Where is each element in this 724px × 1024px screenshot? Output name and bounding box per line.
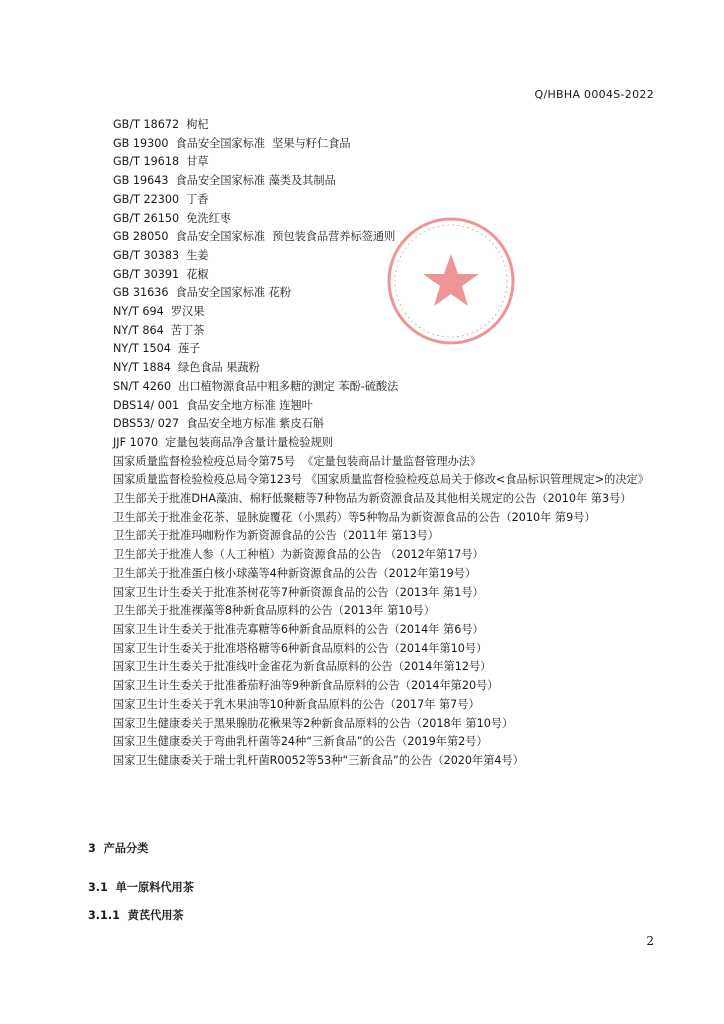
reference-item: 卫生部关于批准裸藻等8种新食品原料的公告（2013年 第10号） [113,604,435,618]
reference-item: 国家卫生计生委关于乳木果油等10种新食品原料的公告（2017年 第7号） [113,697,480,711]
section-heading-3: 3 产品分类 [88,842,149,855]
section-heading-3-1: 3.1 单一原料代用茶 [88,881,194,894]
reference-item: DBS14/ 001 食品安全地方标准 连翘叶 [113,398,313,412]
reference-item: 卫生部关于批准金花茶、显脉旋覆花（小黑药）等5种物品为新资源食品的公告（2010年 第9号） [113,510,596,524]
reference-item: GB/T 30383 生姜 [113,248,209,262]
reference-item: 卫生部关于批准人参（人工种植）为新资源食品的公告 （2012年第17号） [113,548,484,562]
reference-item: 国家卫生健康委关于瑞士乳杆菌R0052等53种“三新食品”的公告（2020年第4号） [113,753,524,767]
reference-item: GB/T 19618 甘草 [113,155,209,169]
reference-item: 卫生部关于批准蛋白核小球藻等4种新资源食品的公告（2012年第19号） [113,566,477,580]
reference-item: JJF 1070 定量包装商品净含量计量检验规则 [113,435,333,449]
section-heading-3-1-1: 3.1.1 黄芪代用茶 [88,909,184,922]
reference-item: GB 19300 食品安全国家标准 坚果与籽仁食品 [113,136,351,150]
reference-item: 卫生部关于批准DHA藻油、棉籽低聚糖等7种物品为新资源食品及其他相关规定的公告（2010年 第3号） [113,492,632,506]
reference-item: 国家卫生计生委关于批准茶树花等7种新资源食品的公告（2013年 第1号） [113,585,484,599]
reference-item: NY/T 694 罗汉果 [113,305,205,319]
reference-item: NY/T 1504 莲子 [113,342,201,356]
reference-item: 国家卫生健康委关于弯曲乳杆菌等24种“三新食品”的公告（2019年第2号） [113,735,488,749]
reference-item: GB/T 30391 花椒 [113,267,209,281]
reference-item: DBS53/ 027 食品安全地方标准 紫皮石斛 [113,417,325,431]
normative-references [86,116,656,771]
reference-item: NY/T 1884 绿色食品 果蔬粉 [113,361,260,375]
reference-item: 国家卫生计生委关于批准塔格糖等6种新食品原料的公告（2014年第10号） [113,641,488,655]
reference-item: 国家质量监督检验检疫总局令第75号 《定量包装商品计量监督管理办法》 [113,454,482,468]
reference-item: GB/T 18672 枸杞 [113,118,209,131]
reference-item: 国家卫生健康委关于黑果腺肋花楸果等2种新食品原料的公告（2018年 第10号） [113,716,514,730]
reference-item: SN/T 4260 出口植物源食品中粗多糖的测定 苯酚-硫酸法 [113,379,399,393]
reference-item: GB/T 22300 丁香 [113,192,209,206]
reference-item: GB 28050 食品安全国家标准 预包装食品营养标签通则 [113,230,396,244]
reference-item: 卫生部关于批准玛咖粉作为新资源食品的公告（2011年 第13号） [113,529,439,543]
reference-item: NY/T 864 苦丁茶 [113,323,205,337]
reference-item: 国家卫生计生委关于批准番茄籽油等9种新食品原料的公告（2014年第20号） [113,679,499,693]
reference-item: GB 31636 食品安全国家标准 花粉 [113,286,292,300]
reference-item: GB 19643 食品安全国家标准 藻类及其制品 [113,174,336,188]
reference-item: 国家卫生计生委关于批准壳寡糖等6种新食品原料的公告（2014年 第6号） [113,622,484,636]
document-code: Q/HBHA 0004S-2022 [534,88,654,101]
reference-item: 国家卫生计生委关于批准线叶金雀花为新食品原料的公告（2014年第12号） [113,660,492,674]
page-number: 2 [646,934,654,948]
reference-item: GB/T 26150 免洗红枣 [113,211,231,225]
reference-item: 国家质量监督检验检疫总局令第123号 《国家质量监督检验检疫总局关于修改<食品标识管理规定>的决定》 [113,473,649,487]
company-seal-icon [384,214,518,348]
